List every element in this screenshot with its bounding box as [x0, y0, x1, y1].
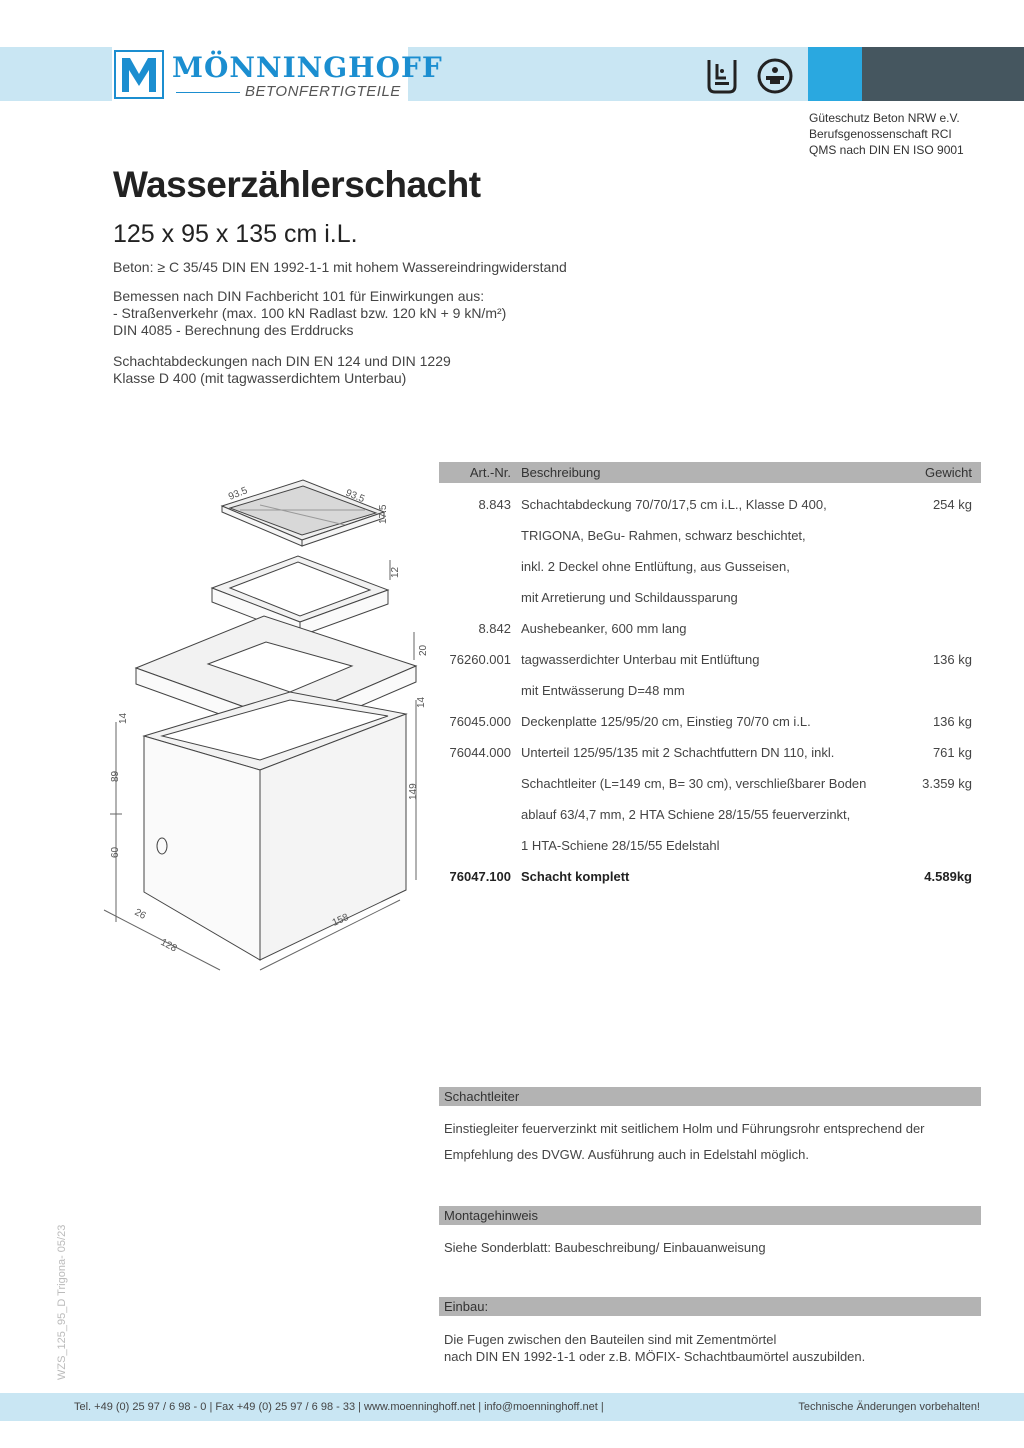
section-schachtleiter-header: Schachtleiter	[439, 1087, 981, 1106]
section-einbau-header: Einbau:	[439, 1297, 981, 1316]
table-row: 76044.000 Unterteil 125/95/135 mit 2 Schachtfuttern DN 110, inkl. 761 kg	[449, 745, 972, 760]
dim-label: 89	[110, 770, 121, 782]
footer-contact: Tel. +49 (0) 25 97 / 6 98 - 0 | Fax +49 (0) 25 97 / 6 98 - 33 | www.moenninghoff.net | info@moenninghoff.net |	[74, 1401, 604, 1413]
spec-line: DIN 4085 - Berechnung des Erddrucks	[113, 322, 354, 338]
spec-abdeckung	[113, 353, 451, 387]
dim-label: 93.5	[227, 485, 250, 503]
table-total-row: 76047.100 Schacht komplett 4.589kg	[449, 869, 972, 884]
table-row: Schachtleiter (L=149 cm, B= 30 cm), verschließbarer Boden 3.359 kg	[521, 776, 972, 791]
header-accent-blue	[808, 47, 862, 101]
document-code: WZS_125_95_D Trigona- 05/23	[56, 1224, 68, 1380]
table-row: mit Entwässerung D=48 mm	[521, 683, 685, 698]
dim-label: 149	[408, 783, 419, 800]
dim-label: 158	[330, 911, 351, 929]
table-row: 8.842 Aushebeanker, 600 mm lang	[478, 621, 687, 636]
col-art: Art.-Nr.	[469, 465, 511, 480]
table-row: ablauf 63/4,7 mm, 2 HTA Schiene 28/15/55 feuerverzinkt,	[521, 807, 851, 822]
page-title: Wasserzählerschacht	[113, 164, 481, 205]
page-subtitle: 125 x 95 x 135 cm i.L.	[113, 220, 358, 248]
table-row: TRIGONA, BeGu- Rahmen, schwarz beschichtet,	[521, 528, 806, 543]
section-text: nach DIN EN 1992-1-1 oder z.B. MÖFIX- Schachtbaumörtel auszubilden.	[444, 1349, 866, 1364]
spec-line: Klasse D 400 (mit tagwasserdichtem Unterbau)	[113, 370, 407, 386]
footer-disclaimer: Technische Änderungen vorbehalten!	[798, 1401, 980, 1413]
dim-label: 14	[416, 696, 427, 708]
table-header	[439, 462, 981, 483]
dim-label: 60	[110, 846, 121, 858]
table-row: 76045.000 Deckenplatte 125/95/20 cm, Einstieg 70/70 cm i.L. 136 kg	[449, 714, 972, 729]
bg-safety-icon	[757, 58, 793, 94]
header-accent-dark	[862, 47, 1024, 101]
logo-mark-icon	[114, 50, 164, 99]
dim-label: 128	[158, 936, 179, 955]
dim-label: 12	[390, 566, 401, 578]
spec-bemessen	[113, 288, 506, 339]
spec-line: - Straßenverkehr (max. 100 kN Radlast bzw. 120 kN + 9 kN/m²)	[113, 305, 507, 321]
table-row: mit Arretierung und Schildaussparung	[521, 590, 738, 605]
cert-line: QMS nach DIN EN ISO 9001	[809, 143, 964, 157]
spec-line: Schachtabdeckungen nach DIN EN 124 und DIN 1229	[113, 353, 451, 369]
section-text: Einstiegleiter feuerverzinkt mit seitlichem Holm und Führungsrohr entsprechend der	[444, 1121, 925, 1136]
brand-subtitle: BETONFERTIGTEILE	[245, 83, 401, 100]
section-text: Empfehlung des DVGW. Ausführung auch in Edelstahl möglich.	[444, 1147, 809, 1162]
table-row: 8.843 Schachtabdeckung 70/70/17,5 cm i.L., Klasse D 400, 254 kg	[478, 497, 972, 512]
section-text: Die Fugen zwischen den Bauteilen sind mit Zementmörtel	[444, 1332, 777, 1347]
footer	[0, 1393, 1024, 1421]
shaft-drawing	[90, 460, 430, 1000]
table-row: inkl. 2 Deckel ohne Entlüftung, aus Gusseisen,	[521, 559, 790, 574]
frame-part	[212, 556, 388, 636]
brand-name: MÖNNINGHOFF	[172, 51, 443, 84]
dim-label: 14	[118, 712, 129, 724]
dim-label: 17.5	[378, 504, 389, 524]
certification-list	[809, 110, 964, 158]
spec-line: Bemessen nach DIN Fachbericht 101 für Einwirkungen aus:	[113, 288, 485, 304]
cert-line: Berufsgenossenschaft RCI	[809, 127, 952, 141]
dim-label: 26	[132, 906, 148, 922]
cert-line: Güteschutz Beton NRW e.V.	[809, 111, 960, 125]
dim-label: 20	[418, 644, 429, 656]
section-text: Siehe Sonderblatt: Baubeschreibung/ Einbauanweisung	[444, 1240, 766, 1255]
table-row: 1 HTA-Schiene 28/15/55 Edelstahl	[521, 838, 720, 853]
col-desc: Beschreibung	[521, 465, 601, 480]
section-montage-header: Montagehinweis	[439, 1206, 981, 1225]
table-row: 76260.001 tagwasserdichter Unterbau mit Entlüftung 136 kg	[449, 652, 972, 667]
quality-seal-icon	[706, 58, 738, 94]
lower-part	[144, 692, 406, 960]
dim-label: 93.5	[343, 487, 367, 506]
spec-beton: Beton: ≥ C 35/45 DIN EN 1992-1-1 mit hohem Wassereindringwiderstand	[113, 259, 567, 275]
brand-underline	[176, 92, 240, 93]
col-weight: Gewicht	[925, 465, 972, 480]
